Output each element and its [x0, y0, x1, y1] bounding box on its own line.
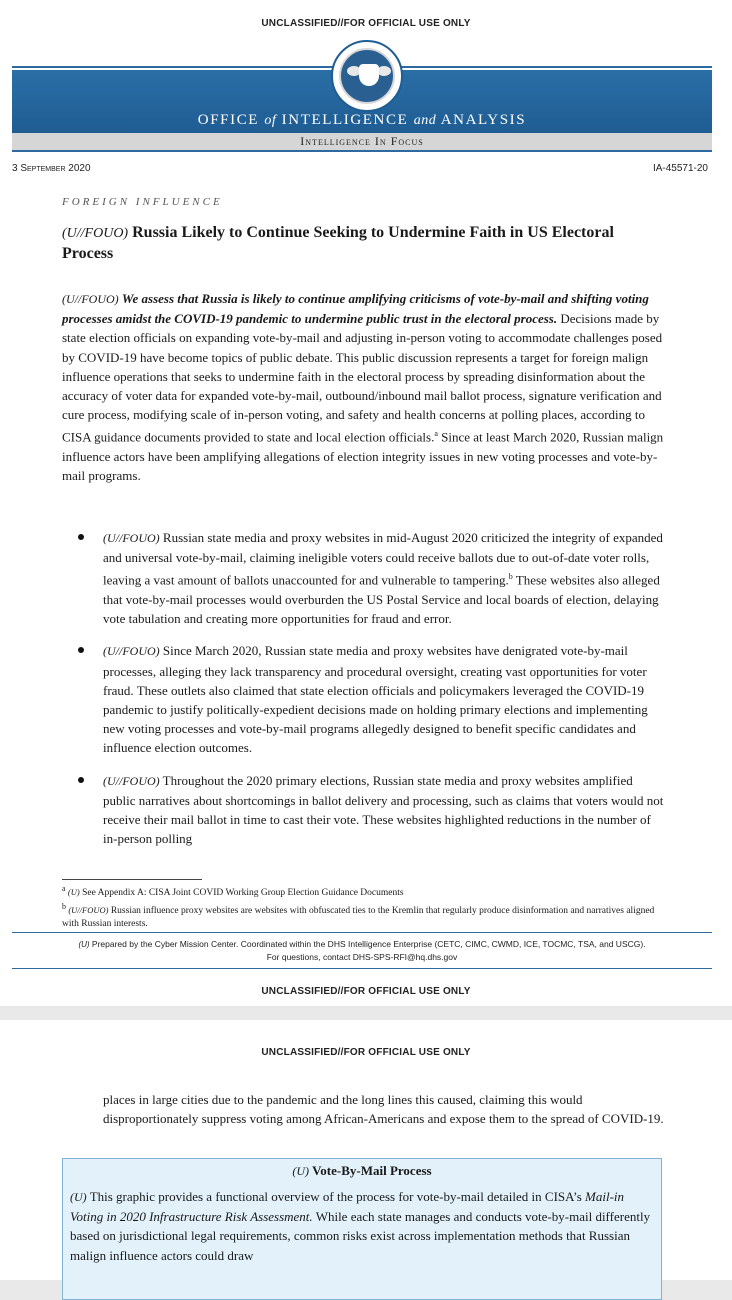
office-title-of: of	[264, 113, 277, 128]
seal-wing-right	[377, 66, 391, 76]
prepared-by	[12, 938, 712, 963]
office-title-part3: ANALYSIS	[440, 112, 527, 128]
paragraph-tail: Since at least March 2020, Russian malign influence actors have been amplifying allegations of election integrity issues in new voting processes and vote-by-mail programs.	[62, 429, 664, 484]
list-item	[62, 528, 668, 628]
box-title-text: Vote-By-Mail Process	[312, 1163, 432, 1178]
footnote-classification: (U//FOUO)	[68, 905, 109, 916]
document-id: IA-45571-20	[652, 163, 708, 174]
box-text-italic: Mail-in Voting in 2020 Infrastructure Risk Assessment.	[70, 1189, 625, 1225]
bullet-text: Since March 2020, Russian state media and proxy websites have denigrated vote-by-mail processes, alleging they lack transparency and procedural oversight, creating vast opportunities for voter fraud. These outlets also claimed that state election officials and policymakers leveraged the COVID-19 pandemic to justify politically-expedient decisions made on holding primary elections and implementing new voting processes and vote-by-mail programs allegedly designed to benefit specific candidates and influence election outcomes.	[103, 643, 648, 756]
prepared-line-1	[12, 938, 712, 951]
bullet-text: Russian state media and proxy websites in mid-August 2020 criticized the integrity of expanded and universal vote-by-mail, claiming ineligible voters could receive ballots due to out-of-date voter rolls, leaving a vast amount of ballots unaccounted for and vulnerable to tampering.	[103, 530, 663, 588]
footnote-marker: a	[62, 884, 66, 893]
section-label: FOREIGN INFLUENCE	[62, 196, 223, 208]
dhs-seal-icon	[331, 40, 403, 112]
footnote-ref-a: a	[434, 429, 438, 439]
bullet-text: Throughout the 2020 primary elections, Russian state media and proxy websites amplified public narratives about shortcomings in ballot delivery and processing, such as claims that voters would not receive their mail ballot in time to cast their vote. These websites highlighted reductions in the number of in-person polling	[103, 772, 664, 847]
prepared-divider-top	[12, 932, 712, 933]
continuation-paragraph: places in large cities due to the pandemic and the long lines this caused, claiming this would disproportionately suppress voting among African-Americans and expose them to the spread of COVID-19.	[103, 1092, 664, 1127]
paragraph-lead: We assess that Russia is likely to continue amplifying criticisms of vote-by-mail and shifting voting processes amidst the COVID-19 pandemic to undermine public trust in the electoral process.	[62, 291, 649, 327]
box-text	[63, 1181, 661, 1265]
eagle-icon	[359, 64, 379, 86]
box-text-before: This graphic provides a functional overview of the process for vote-by-mail detailed in CISA’s	[89, 1189, 582, 1204]
bullet-icon	[78, 647, 84, 653]
page-title	[62, 223, 662, 264]
document-date: 3 September 2020	[12, 163, 91, 174]
bullet-icon	[78, 777, 84, 783]
footnote-divider	[62, 879, 202, 880]
classification-marking-top: UNCLASSIFIED//FOR OFFICIAL USE ONLY	[261, 18, 471, 29]
footnote-marker: b	[62, 902, 66, 912]
office-title-and: and	[413, 113, 437, 128]
list-item	[62, 641, 668, 757]
footnotes	[62, 882, 672, 931]
bullet-classification: (U//FOUO)	[103, 531, 160, 545]
box-classification: (U)	[70, 1190, 87, 1204]
paragraph-body: Decisions made by state election officials on expanding vote-by-mail and adjusting in-person voting to accommodate challenges posed by COVID-19 have become topics of public debate. This public discussion represents a target for foreign malign influence operations that seeks to undermine faith in the electoral process by spreading disinformation about the accuracy of voter data for expanded vote-by-mail, outbound/inbound mail ballot process, signature verification and cure process, modifying scale of in-person voting, and safety and health concerns at polling places, according to CISA guidance documents provided to state and local election officials.	[62, 311, 663, 445]
box-title-classification: (U)	[292, 1164, 310, 1178]
seal-inner	[339, 48, 395, 104]
banner-subtitle: Intelligence In Focus	[12, 133, 712, 152]
office-title	[12, 112, 712, 129]
prepared-line-2: For questions, contact DHS-SPS-RFI@hq.dhs.gov	[266, 952, 458, 962]
footnote-text: Russian influence proxy websites are websites with obfuscated ties to the Kremlin that regularly produce disinformation and narratives aligned with Russian interests.	[62, 906, 655, 930]
classification-marking-bottom: UNCLASSIFIED//FOR OFFICIAL USE ONLY	[261, 986, 471, 997]
footnote-a	[62, 882, 672, 900]
title-text: Russia Likely to Continue Seeking to Undermine Faith in US Electoral Process	[62, 224, 614, 262]
list-item	[62, 771, 668, 849]
bullet-text-after: These websites also alleged that vote-by-mail processes would overburden the US Postal Service and local boards of election, delaying vote tabulation and creating more opportunities for fraud and error.	[103, 572, 660, 627]
bullet-classification: (U//FOUO)	[103, 773, 160, 788]
prepared-divider-bottom	[12, 968, 712, 969]
box-text-after: While each state manages and conducts vote-by-mail differently based on jurisdictional legal requirements, common risks exist across implementation methods that Russian malign influence actors could draw	[70, 1209, 651, 1263]
bullet-icon	[78, 534, 84, 540]
office-title-part1: OFFICE	[197, 112, 260, 128]
prepared-classification: (U)	[78, 940, 90, 949]
bullet-list	[62, 528, 668, 848]
classification-marking-top-page2: UNCLASSIFIED//FOR OFFICIAL USE ONLY	[261, 1047, 471, 1058]
title-classification: (U//FOUO)	[62, 226, 129, 241]
footnote-classification: (U)	[67, 887, 80, 898]
footnote-b	[62, 900, 672, 931]
document-page-2	[0, 1020, 732, 1280]
footnote-ref-b: b	[508, 572, 513, 582]
footnote-text: See Appendix A: CISA Joint COVID Working Group Election Guidance Documents	[82, 888, 404, 899]
main-paragraph	[62, 289, 668, 485]
office-title-part2: INTELLIGENCE	[281, 112, 409, 128]
prepared-text: Prepared by the Cyber Mission Center. Coordinated within the DHS Intelligence Enterprise (CETC, CIMC, CWMD, ICE, TOCMC, TSA, and USCG).	[91, 939, 646, 949]
vote-by-mail-box	[62, 1158, 662, 1300]
bullet-classification: (U//FOUO)	[103, 644, 160, 659]
paragraph-classification: (U//FOUO)	[62, 292, 119, 306]
box-title	[63, 1161, 661, 1181]
